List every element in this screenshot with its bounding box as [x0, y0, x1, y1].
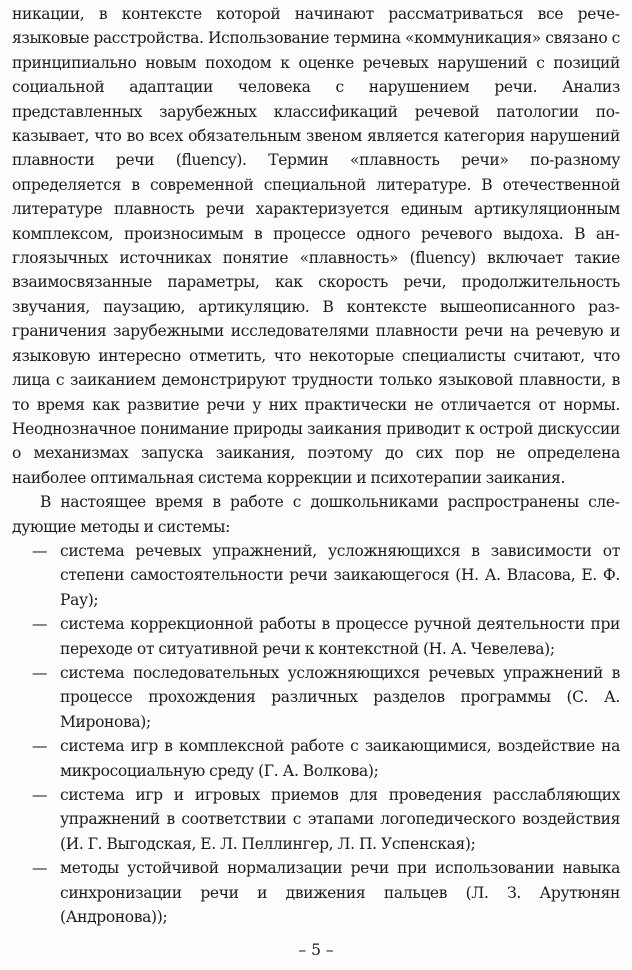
- list-dash: —: [32, 541, 48, 560]
- list-item: [12, 783, 620, 856]
- page-number: – 5 –: [298, 941, 334, 959]
- list-item: [12, 661, 620, 734]
- list-dash: —: [32, 615, 48, 634]
- list-item-text: система игр в комплексной работе с заикающимися, воздействие на микросоциальную среду (Г. А. Волкова);: [60, 737, 620, 780]
- list-item-text: система игр и игровых приемов для проведения расслабляющих упражнений в соответствии с этапами логопедического воздействия (И. Г. Выгодская, Е. Л. Пеллингер, Л. П. Успенская);: [60, 786, 620, 853]
- methods-list: [12, 539, 620, 930]
- list-item: [12, 734, 620, 783]
- list-dash: —: [32, 737, 48, 756]
- list-item: [12, 856, 620, 929]
- list-item-text: система речевых упражнений, усложняющихся в зависимости от степени самостоятельности речи заикающегося (Н. А. Власова, Е. Ф. Рау);: [60, 541, 620, 609]
- list-dash: —: [32, 786, 48, 804]
- list-item-text: методы устойчивой нормализации речи при использовании навыка синхронизации речи и движения пальцев (Л. З. Арутюнян (Андронова));: [60, 859, 620, 927]
- list-item: [12, 539, 620, 612]
- paragraph-methods-intro: В настоящее время в работе с дошкольниками распространены следующие методы и системы:: [12, 493, 620, 536]
- list-dash: —: [32, 859, 48, 878]
- list-item-text: система последовательных усложняющихся речевых упражнений в процессе прохождения различных разделов программы (С. А. Миронова);: [60, 663, 620, 731]
- list-item: [12, 612, 620, 661]
- list-item-text: система коррекционной работы в процессе ручной деятельности при переходе от ситуативной речи к контекстной (Н. А. Чевелева);: [60, 615, 620, 658]
- list-dash: —: [32, 663, 48, 682]
- paragraph-continuation: никации, в контексте которой начинают рассматриваться все речеязыковые расстройства. Использование термина «коммуникация» связано с принципиально новым походом к оценке речевых нарушений с позиций социальной адаптации человека с нарушением речи. Анализ представленных зарубежных классификаций речевой патологии показывает, что во всех обязательным звеном является категория нарушений плавности речи (fluency). Термин «плавность речи» по-разному определяется в современной специальной литературе. В отечественной литературе плавность речи характеризуется единым артикуляционным комплексом, произносимым в процессе одного речевого выдоха. В англоязычных источниках понятие «плавность» (fluency) включает такие взаимосвязанные параметры, как скорость речи, продолжительность звучания, паузацию, артикуляцию. В контексте вышеописанного разграничения зарубежными исследователями плавности речи на речевую и языковую интересно отметить, что некоторые специалисты считают, что лица с заиканием демонстрируют трудности только языковой плавности, в то время как развитие речи у них практически не отличается от нормы. Неоднозначное понимание природы заикания приводит к острой дискуссии о механизмах запуска заикания, поэтому до сих пор не определена наиболее оптимальная система коррекции и психотерапии заикания.: [12, 5, 620, 487]
- body-text: [12, 2, 620, 929]
